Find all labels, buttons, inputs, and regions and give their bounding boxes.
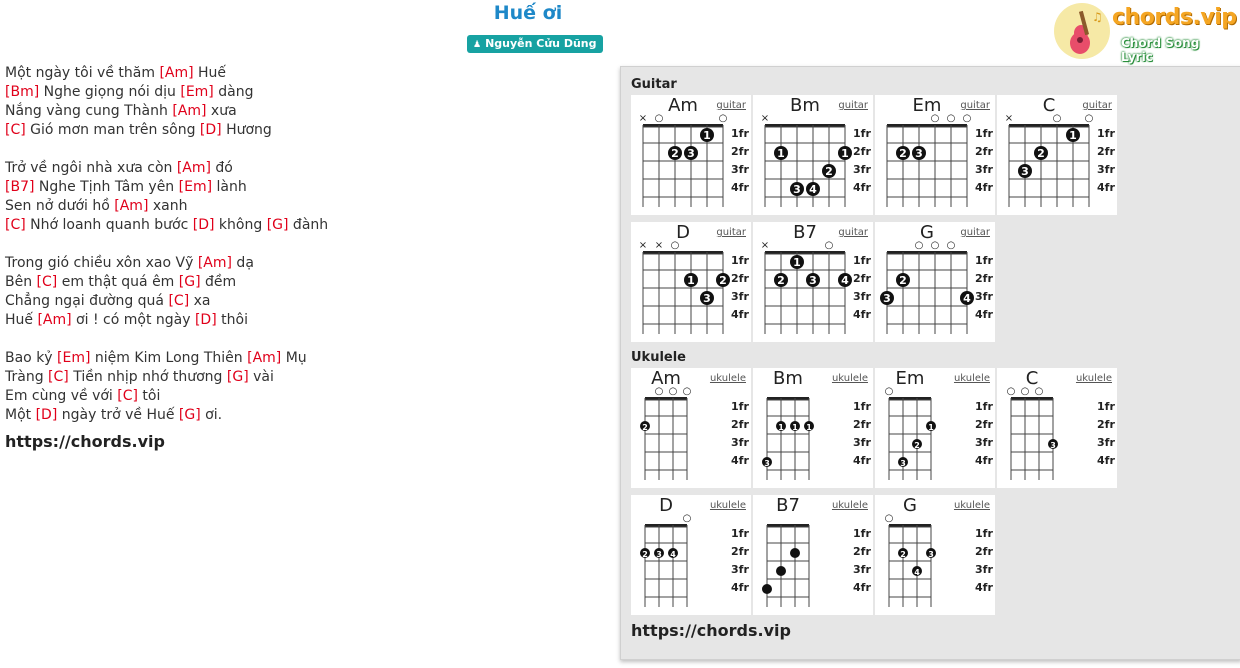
chord-token[interactable]: [B7] [5, 179, 35, 195]
chord-diagram [753, 95, 873, 215]
fret-label: 4fr [975, 454, 993, 467]
finger-number: 3 [764, 459, 770, 468]
finger-number: 2 [719, 274, 727, 287]
open-string-mark: ○ [668, 386, 678, 397]
lyric-line [5, 311, 328, 330]
open-string-mark: ○ [682, 513, 692, 524]
chord-token[interactable]: [G] [178, 274, 201, 290]
fret-label: 3fr [853, 563, 871, 576]
finger-number: 2 [825, 165, 833, 178]
lyric-line [5, 292, 328, 311]
lyric-line [5, 406, 328, 425]
lyric-text: Tiền nhịp nhớ thương [68, 369, 227, 385]
fret-label: 4fr [1097, 454, 1115, 467]
finger-number: 3 [809, 274, 817, 287]
chord-name: G [903, 495, 917, 516]
finger-number: 1 [806, 423, 812, 432]
chord-diagram [631, 368, 751, 488]
chord-diagram [997, 95, 1117, 215]
chord-diagram [753, 368, 873, 488]
lyric-text: thôi [216, 312, 248, 328]
guitar-link[interactable]: guitar [960, 100, 990, 111]
finger-number: 3 [915, 147, 923, 160]
fret-label: 4fr [853, 308, 871, 321]
finger-number: 2 [899, 147, 907, 160]
chord-name: D [676, 222, 690, 243]
fret-label: 1fr [975, 127, 993, 140]
author-name: Nguyễn Cửu Dũng [485, 37, 597, 50]
fret-label: 1fr [975, 254, 993, 267]
chord-token[interactable]: [G] [178, 407, 201, 423]
finger-number: 1 [793, 256, 801, 269]
finger-dot [776, 566, 786, 576]
lyric-text: em thật quá êm [57, 274, 179, 290]
open-string-mark: ○ [682, 386, 692, 397]
chord-name: Am [668, 95, 698, 116]
finger-number: 4 [670, 550, 676, 559]
chord-token[interactable]: [C] [117, 388, 138, 404]
chord-token[interactable]: [C] [5, 217, 26, 233]
chord-name: Bm [790, 95, 820, 116]
chord-diagram [631, 95, 751, 215]
ukulele-link[interactable]: ukulele [1075, 373, 1112, 384]
finger-number: 2 [914, 441, 920, 450]
logo-tagline: Chord Song Lyric [1121, 36, 1200, 64]
muted-string-mark: × [760, 113, 770, 124]
fret-label: 2fr [975, 418, 993, 431]
lyric-line [5, 349, 328, 368]
fret-label: 3fr [853, 290, 871, 303]
lyric-text: Trong gió chiều xôn xao Vỹ [5, 255, 198, 271]
site-logo[interactable] [1054, 3, 1237, 64]
guitar-chord-card[interactable] [997, 95, 1117, 215]
ukulele-chord-card[interactable] [631, 368, 751, 488]
chord-token[interactable]: [Em] [178, 179, 213, 195]
fret-label: 3fr [975, 563, 993, 576]
chord-token[interactable]: [Am] [159, 65, 194, 81]
lyric-text: xanh [148, 198, 188, 214]
chord-name: Bm [773, 368, 803, 389]
chord-token[interactable]: [D] [35, 407, 58, 423]
panel-site-url[interactable]: https://chords.vip [631, 621, 791, 640]
lyric-line [5, 102, 328, 121]
fret-label: 4fr [731, 581, 749, 594]
chord-diagram [875, 495, 995, 615]
ukulele-link[interactable]: ukulele [953, 373, 990, 384]
site-url[interactable]: https://chords.vip [5, 432, 165, 451]
chord-token[interactable]: [Em] [180, 84, 214, 100]
lyric-line [5, 83, 328, 102]
guitar-chord-card[interactable] [631, 95, 751, 215]
lyric-text: xưa [206, 103, 237, 119]
finger-number: 3 [883, 292, 891, 305]
guitar-link[interactable]: guitar [1082, 100, 1112, 111]
svg-text:♫: ♫ [1092, 10, 1103, 24]
fret-label: 4fr [975, 181, 993, 194]
fret-label: 4fr [853, 454, 871, 467]
chord-name: B7 [776, 495, 800, 516]
fret-label: 1fr [731, 400, 749, 413]
fret-label: 4fr [853, 581, 871, 594]
fret-label: 2fr [975, 272, 993, 285]
finger-number: 1 [1069, 129, 1077, 142]
lyric-line [5, 159, 328, 178]
fret-label: 2fr [853, 545, 871, 558]
open-string-mark: ○ [1006, 386, 1016, 397]
lyric-text: Trở về ngôi nhà xưa còn [5, 160, 177, 176]
lyric-line [5, 387, 328, 406]
lyric-text: ơi. [200, 407, 223, 423]
finger-dot [790, 548, 800, 558]
chord-token[interactable]: [C] [36, 274, 58, 290]
chord-diagram [997, 368, 1117, 488]
open-string-mark: ○ [718, 113, 728, 124]
lyric-text: đềm [200, 274, 237, 290]
fret-label: 1fr [731, 254, 749, 267]
guitar-link[interactable]: guitar [716, 227, 746, 238]
chord-diagram [631, 222, 751, 342]
chord-token[interactable]: [Am] [172, 103, 207, 119]
open-string-mark: ○ [946, 113, 956, 124]
finger-number: 3 [703, 292, 711, 305]
fret-label: 4fr [1097, 181, 1115, 194]
chord-diagram [875, 368, 995, 488]
lyric-text: Hương [221, 122, 272, 138]
lyrics-block [5, 64, 328, 451]
chord-diagram [631, 495, 751, 615]
lyric-text: dàng [213, 84, 254, 100]
chord-name: B7 [793, 222, 817, 243]
finger-number: 1 [778, 423, 784, 432]
fret-label: 3fr [731, 563, 749, 576]
chord-name: G [920, 222, 934, 243]
fret-label: 3fr [731, 436, 749, 449]
lyric-text: Sen nở dưới hồ [5, 198, 115, 214]
finger-number: 3 [656, 550, 662, 559]
chord-diagram [875, 222, 995, 342]
chord-token[interactable]: [Am] [37, 312, 72, 328]
open-string-mark: ○ [1084, 113, 1094, 124]
lyric-text: Bao kỷ [5, 350, 58, 366]
lyric-line [5, 197, 328, 216]
chord-diagram [753, 222, 873, 342]
stanza-gap [5, 140, 328, 159]
chord-token[interactable]: [Am] [197, 255, 232, 271]
guitar-chord-card[interactable] [875, 95, 995, 215]
guitar-chord-card[interactable] [753, 222, 873, 342]
chord-name: C [1025, 368, 1039, 389]
lyric-line [5, 121, 328, 140]
fret-label: 3fr [975, 436, 993, 449]
chord-token[interactable]: [Am] [247, 350, 282, 366]
fret-label: 2fr [1097, 145, 1115, 158]
finger-number: 3 [1050, 441, 1056, 450]
fret-label: 3fr [731, 163, 749, 176]
open-string-mark: ○ [1034, 386, 1044, 397]
chord-token[interactable]: [Em] [57, 350, 91, 366]
person-icon: ♟ [473, 40, 482, 50]
lyric-line [5, 368, 328, 387]
open-string-mark: ○ [1052, 113, 1062, 124]
guitar-chord-card[interactable] [875, 222, 995, 342]
open-string-mark: ○ [1020, 386, 1030, 397]
finger-number: 2 [642, 550, 648, 559]
fret-label: 2fr [731, 272, 749, 285]
finger-number: 2 [642, 423, 648, 432]
lyric-text: Nghe giọng nói dịu [39, 84, 181, 100]
lyric-text: Chẳng ngại đường quá [5, 293, 169, 309]
lyric-text: Nghe Tịnh Tâm yên [34, 179, 179, 195]
lyric-text: Một ngày tôi về thăm [5, 65, 160, 81]
finger-number: 2 [777, 274, 785, 287]
fret-label: 4fr [853, 181, 871, 194]
open-string-mark: ○ [930, 240, 940, 251]
ukulele-chord-card[interactable] [753, 368, 873, 488]
ukulele-chord-card[interactable] [753, 495, 873, 615]
fret-label: 2fr [853, 418, 871, 431]
finger-number: 1 [792, 423, 798, 432]
chord-token[interactable]: [D] [192, 217, 215, 233]
fret-label: 1fr [853, 400, 871, 413]
lyric-text: Mụ [281, 350, 307, 366]
finger-number: 4 [841, 274, 849, 287]
muted-string-mark: × [638, 240, 648, 251]
finger-number: 3 [928, 550, 934, 559]
lyric-text: Nhớ loanh quanh bước [25, 217, 193, 233]
guitar-chord-card[interactable] [631, 222, 751, 342]
muted-string-mark: × [760, 240, 770, 251]
finger-number: 1 [703, 129, 711, 142]
open-string-mark: ○ [670, 240, 680, 251]
finger-number: 4 [963, 292, 971, 305]
guitar-link[interactable]: guitar [716, 100, 746, 111]
lyric-text: Tràng [5, 369, 49, 385]
fret-label: 3fr [731, 290, 749, 303]
chord-name: D [659, 495, 673, 516]
lyric-text: Huế [193, 65, 227, 81]
chord-panel [620, 66, 1240, 660]
chord-token[interactable]: [D] [194, 312, 217, 328]
fret-label: 4fr [975, 581, 993, 594]
fret-label: 4fr [731, 454, 749, 467]
lyric-text: Huế [5, 312, 38, 328]
fret-label: 2fr [853, 145, 871, 158]
fret-label: 2fr [731, 145, 749, 158]
fret-label: 4fr [975, 308, 993, 321]
fret-label: 3fr [853, 163, 871, 176]
chord-token[interactable]: [Bm] [5, 84, 40, 100]
finger-dot [762, 584, 772, 594]
lyric-text: lành [212, 179, 247, 195]
chord-token[interactable]: [G] [266, 217, 289, 233]
lyric-text: dạ [231, 255, 254, 271]
ukulele-chord-card[interactable] [875, 368, 995, 488]
stanza-gap [5, 330, 328, 349]
finger-number: 2 [899, 274, 907, 287]
logo-name: chords.vip [1112, 5, 1237, 30]
fret-label: 2fr [731, 545, 749, 558]
lyric-line [5, 273, 328, 292]
fret-label: 2fr [853, 272, 871, 285]
finger-number: 1 [928, 423, 934, 432]
finger-number: 3 [793, 183, 801, 196]
fret-label: 3fr [1097, 436, 1115, 449]
finger-number: 1 [687, 274, 695, 287]
chord-token[interactable]: [C] [168, 293, 190, 309]
author-badge[interactable] [467, 35, 603, 53]
chord-token[interactable]: [G] [226, 369, 249, 385]
muted-string-mark: × [1004, 113, 1014, 124]
finger-number: 3 [900, 459, 906, 468]
fret-label: 1fr [975, 400, 993, 413]
lyric-text: xa [189, 293, 211, 309]
fret-label: 2fr [1097, 418, 1115, 431]
guitar-section-title: Guitar [631, 77, 677, 92]
lyric-line [5, 254, 328, 273]
guitar-logo-icon [1054, 3, 1110, 59]
fret-label: 3fr [1097, 163, 1115, 176]
ukulele-link[interactable]: ukulele [709, 500, 746, 511]
chord-name: C [1042, 95, 1056, 116]
fret-label: 4fr [731, 181, 749, 194]
open-string-mark: ○ [946, 240, 956, 251]
finger-number: 2 [671, 147, 679, 160]
finger-number: 3 [687, 147, 695, 160]
fret-label: 3fr [975, 163, 993, 176]
finger-number: 2 [1037, 147, 1045, 160]
guitar-chord-card[interactable] [753, 95, 873, 215]
lyric-line [5, 178, 328, 197]
lyric-text: tôi [137, 388, 161, 404]
fret-label: 2fr [731, 418, 749, 431]
fret-label: 1fr [731, 127, 749, 140]
chord-token[interactable]: [Am] [176, 160, 211, 176]
lyric-line [5, 216, 328, 235]
ukulele-link[interactable]: ukulele [953, 500, 990, 511]
chord-name: Em [895, 368, 925, 389]
chord-token[interactable]: [Am] [114, 198, 149, 214]
lyric-text: ngày trở về Huế [57, 407, 179, 423]
open-string-mark: ○ [962, 113, 972, 124]
open-string-mark: ○ [884, 513, 894, 524]
ukulele-link[interactable]: ukulele [709, 373, 746, 384]
guitar-link[interactable]: guitar [960, 227, 990, 238]
lyric-text: vài [248, 369, 274, 385]
ukulele-chord-card[interactable] [997, 368, 1117, 488]
lyric-line [5, 64, 328, 83]
lyric-text: đành [288, 217, 329, 233]
ukulele-link[interactable]: ukulele [831, 373, 868, 384]
open-string-mark: ○ [824, 240, 834, 251]
finger-number: 4 [914, 568, 920, 577]
fret-label: 3fr [975, 290, 993, 303]
lyric-text: Gió mơn man trên sông [25, 122, 200, 138]
ukulele-link[interactable]: ukulele [831, 500, 868, 511]
open-string-mark: ○ [930, 113, 940, 124]
fret-label: 1fr [853, 254, 871, 267]
lyric-text: Em cùng về với [5, 388, 118, 404]
lyric-text: không [214, 217, 267, 233]
fret-label: 1fr [853, 527, 871, 540]
finger-number: 4 [809, 183, 817, 196]
chord-token[interactable]: [D] [199, 122, 222, 138]
muted-string-mark: × [654, 240, 664, 251]
open-string-mark: ○ [654, 386, 664, 397]
fret-label: 1fr [975, 527, 993, 540]
chord-diagram [875, 95, 995, 215]
finger-number: 2 [900, 550, 906, 559]
open-string-mark: ○ [914, 240, 924, 251]
guitar-link[interactable]: guitar [838, 227, 868, 238]
chord-name: Am [651, 368, 681, 389]
stanza-gap [5, 235, 328, 254]
guitar-link[interactable]: guitar [838, 100, 868, 111]
muted-string-mark: × [638, 113, 648, 124]
fret-label: 1fr [853, 127, 871, 140]
finger-number: 1 [841, 147, 849, 160]
fret-label: 2fr [975, 545, 993, 558]
fret-label: 4fr [731, 308, 749, 321]
finger-number: 3 [1021, 165, 1029, 178]
lyric-text: Một [5, 407, 36, 423]
ukulele-section-title: Ukulele [631, 350, 687, 365]
fret-label: 1fr [731, 527, 749, 540]
ukulele-chord-card[interactable] [875, 495, 995, 615]
fret-label: 1fr [1097, 400, 1115, 413]
open-string-mark: ○ [884, 386, 894, 397]
fret-label: 1fr [1097, 127, 1115, 140]
lyric-text: ơi ! có một ngày [71, 312, 195, 328]
chord-token[interactable]: [C] [48, 369, 69, 385]
chord-token[interactable]: [C] [5, 122, 26, 138]
song-title: Huế ơi [493, 2, 563, 24]
ukulele-chord-card[interactable] [631, 495, 751, 615]
lyric-text: đó [210, 160, 233, 176]
lyric-text: Nắng vàng cung Thành [5, 103, 173, 119]
chord-diagram [753, 495, 873, 615]
fret-label: 3fr [853, 436, 871, 449]
fret-label: 2fr [975, 145, 993, 158]
chord-name: Em [912, 95, 942, 116]
finger-number: 1 [777, 147, 785, 160]
lyric-text: niệm Kim Long Thiên [90, 350, 248, 366]
lyric-text: Bên [5, 274, 37, 290]
open-string-mark: ○ [654, 113, 664, 124]
